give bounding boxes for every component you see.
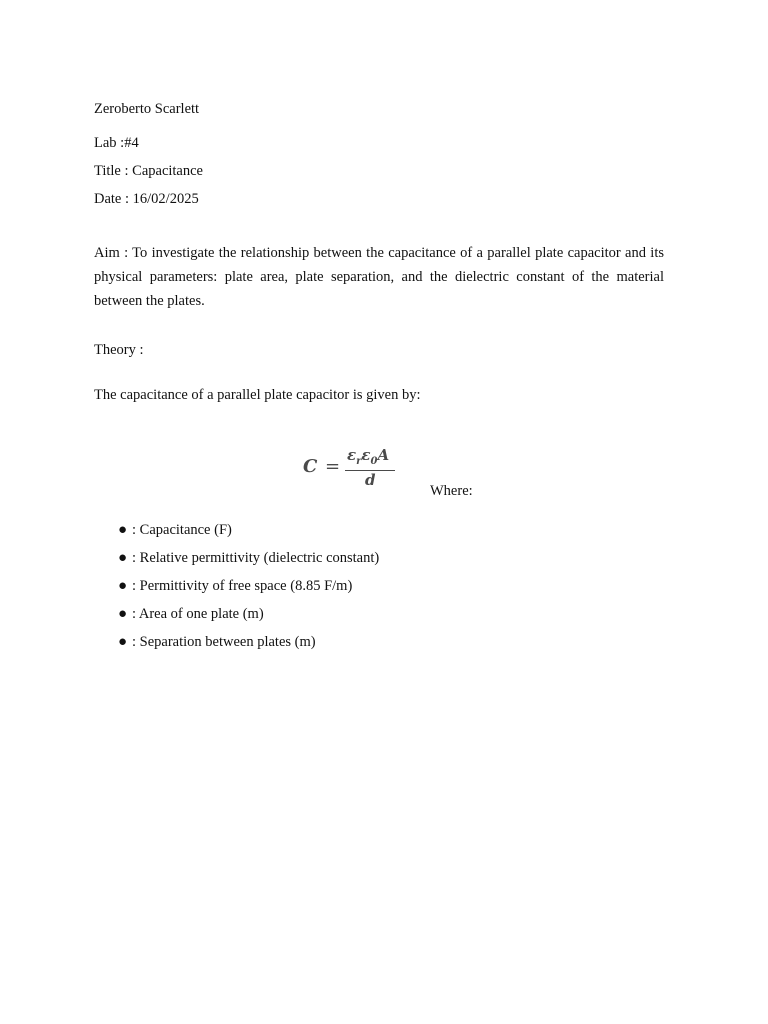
lab-title: Title : Capacitance — [94, 163, 203, 179]
list-item — [118, 603, 379, 631]
formula-denominator: d — [365, 471, 376, 489]
formula-sub-0: 0 — [370, 456, 378, 467]
definition-text: : Area of one plate (m) — [132, 606, 264, 622]
author-name: Zeroberto Scarlett — [94, 101, 200, 117]
list-item — [118, 575, 379, 603]
formula-area: A — [377, 446, 390, 464]
formula-equals: = — [325, 456, 341, 477]
where-label: Where: — [430, 483, 473, 499]
formula-sub-r: r — [356, 456, 362, 467]
bullet-icon: ● — [118, 522, 128, 538]
definition-text: : Capacitance (F) — [132, 522, 232, 538]
bullet-icon: ● — [118, 578, 128, 594]
definition-text: : Permittivity of free space (8.85 F/m) — [132, 578, 353, 594]
bullet-icon: ● — [118, 634, 128, 650]
definition-text: : Separation between plates (m) — [132, 634, 316, 650]
lab-date: Date : 16/02/2025 — [94, 191, 199, 207]
lab-number: Lab :#4 — [94, 135, 139, 151]
theory-intro: The capacitance of a parallel plate capacitor is given by: — [94, 387, 421, 403]
list-item — [118, 519, 379, 547]
capacitance-formula — [303, 446, 403, 494]
formula-epsilon-r: ε — [347, 446, 357, 464]
aim-paragraph: Aim : To investigate the relationship between the capacitance of a parallel plate capacitor and its physical parameters: plate area, plate separation, and the dielectric constant of the material between the plates. — [94, 245, 664, 309]
definition-text: : Relative permittivity (dielectric constant) — [132, 550, 380, 566]
formula-lhs: C — [303, 456, 318, 477]
list-item — [118, 631, 379, 659]
formula-epsilon-0: ε — [361, 446, 371, 464]
bullet-icon: ● — [118, 606, 128, 622]
bullet-icon: ● — [118, 550, 128, 566]
list-item — [118, 547, 379, 575]
formula-numerator — [347, 446, 389, 467]
definitions-list — [118, 519, 379, 659]
theory-heading: Theory : — [94, 342, 144, 358]
